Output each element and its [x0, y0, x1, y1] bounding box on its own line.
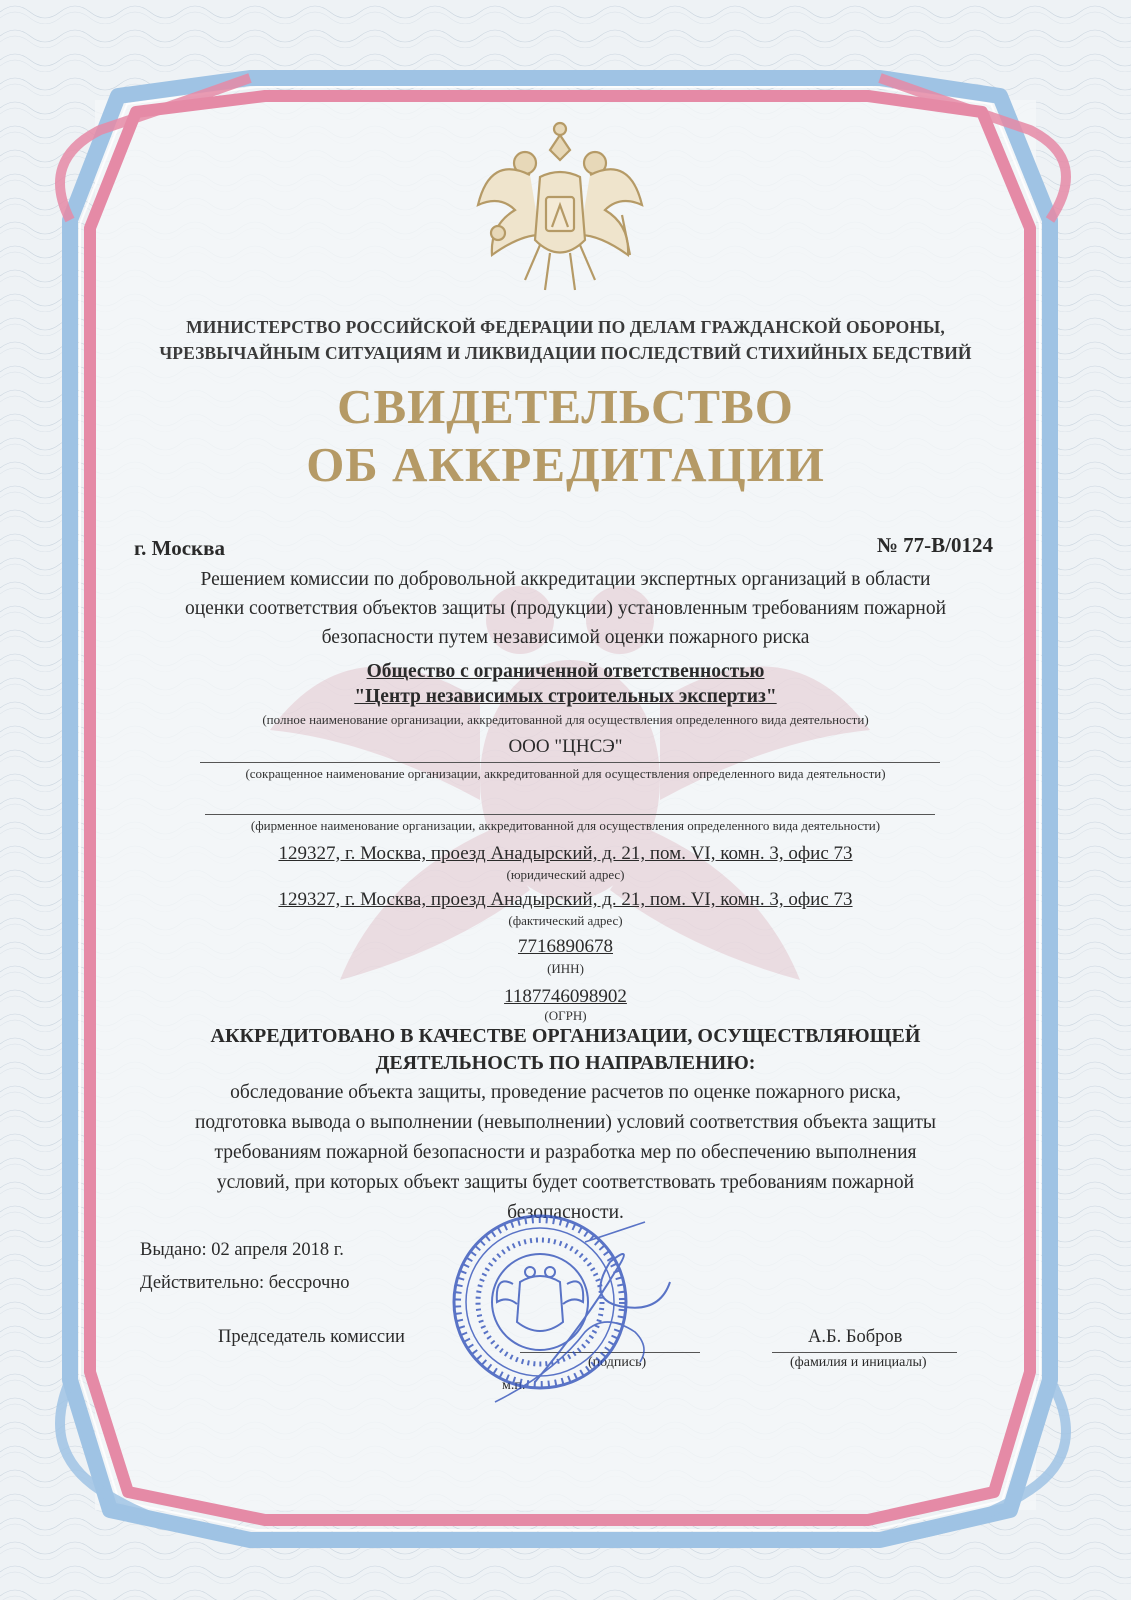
ministry-line-1: МИНИСТЕРСТВО РОССИЙСКОЙ ФЕДЕРАЦИИ ПО ДЕЛАМ ГРАЖДАНСКОЙ ОБОРОНЫ,: [186, 317, 945, 337]
brand-name-caption: (фирменное наименование организации, аккредитованной для осуществления определенного вида деятельности): [250, 818, 881, 833]
organization-full-name: [120, 659, 1011, 709]
accreditation-heading-line-1: АККРЕДИТОВАНО В КАЧЕСТВЕ ОРГАНИЗАЦИИ, ОСУЩЕСТВЛЯЮЩЕЙ: [210, 1025, 921, 1047]
activity-line-2: подготовка вывода о выполнении (невыполнении) условий соответствия объекта защиты: [195, 1112, 936, 1133]
brand-name-underline: [205, 814, 935, 815]
accreditation-activity: [120, 1078, 1011, 1228]
ogrn-caption: (ОГРН): [544, 1008, 587, 1023]
accreditation-heading: [120, 1023, 1011, 1077]
city: г. Москва: [134, 536, 225, 560]
decision-line-2: оценки соответствия объектов защиты (продукции) установленным требованиям пожарной: [184, 598, 947, 619]
decision-text: [120, 565, 1011, 652]
issued-date: Выдано: 02 апреля 2018 г.: [140, 1240, 344, 1260]
certificate-number: № 77-В/0124: [876, 533, 993, 557]
actual-address-caption: (фактический адрес): [508, 913, 623, 928]
decision-line-1: Решением комиссии по добровольной аккредитации экспертных организаций в области: [200, 569, 931, 590]
full-name-caption: (полное наименование организации, аккредитованной для осуществления определенного вида деятельности): [262, 712, 869, 727]
title-line-1: СВИДЕТЕЛЬСТВО: [337, 379, 794, 434]
chairman-name: А.Б. Бобров: [808, 1327, 903, 1347]
validity: Действительно: бессрочно: [140, 1273, 350, 1293]
organization-short-name: ООО "ЦНСЭ": [508, 736, 623, 757]
signature-caption: (подпись): [588, 1355, 647, 1370]
chairman-label: Председатель комиссии: [218, 1327, 405, 1347]
legal-address: 129327, г. Москва, проезд Анадырский, д. 21, пом. VI, комн. 3, офис 73: [278, 843, 853, 864]
org-full-name-line-2: "Центр независимых строительных экспертиз": [354, 686, 777, 707]
inn-value: 7716890678: [518, 936, 613, 957]
org-full-name-line-1: Общество с ограниченной ответственностью: [366, 661, 765, 682]
short-name-caption: (сокращенное наименование организации, аккредитованной для осуществления определенного вида деятельности): [245, 766, 886, 781]
title-line-2: ОБ АККРЕДИТАЦИИ: [306, 437, 825, 492]
ministry-header: [100, 314, 1031, 366]
inn-caption: (ИНН): [547, 961, 584, 976]
official-seal-icon: [435, 1212, 675, 1422]
ogrn-value: 1187746098902: [504, 986, 627, 1007]
actual-address: 129327, г. Москва, проезд Анадырский, д. 21, пом. VI, комн. 3, офис 73: [278, 889, 853, 910]
activity-line-5: безопасности.: [507, 1202, 624, 1223]
name-caption: (фамилия и инициалы): [790, 1355, 927, 1370]
legal-address-caption: (юридический адрес): [506, 867, 625, 882]
certificate-title: [100, 378, 1031, 494]
stamp-place: м.п.: [502, 1378, 526, 1393]
short-name-underline: [200, 762, 940, 763]
activity-line-4: условий, при которых объект защиты будет соответствовать требованиям пожарной: [216, 1172, 915, 1193]
activity-line-1: обследование объекта защиты, проведение расчетов по оценке пожарного риска,: [230, 1082, 901, 1103]
name-line: [772, 1352, 957, 1353]
activity-line-3: требованиям пожарной безопасности и разработка мер по обеспечению выполнения: [214, 1142, 917, 1163]
decision-line-3: безопасности путем независимой оценки пожарного риска: [321, 627, 810, 648]
ministry-line-2: ЧРЕЗВЫЧАЙНЫМ СИТУАЦИЯМ И ЛИКВИДАЦИИ ПОСЛЕДСТВИЙ СТИХИЙНЫХ БЕДСТВИЙ: [159, 343, 972, 363]
double-headed-eagle-emblem-icon: [470, 115, 650, 305]
accreditation-heading-line-2: ДЕЯТЕЛЬНОСТЬ ПО НАПРАВЛЕНИЮ:: [375, 1052, 756, 1074]
